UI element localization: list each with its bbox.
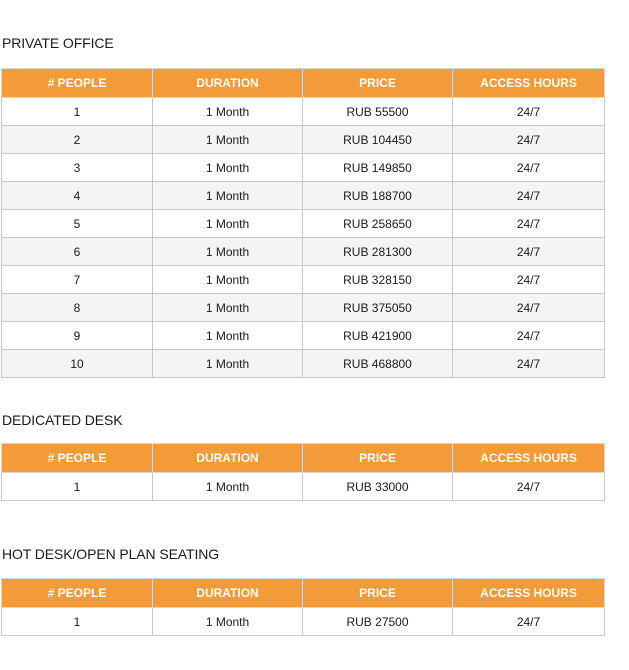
column-header-price: PRICE (303, 444, 453, 473)
cell-people: 3 (2, 154, 153, 182)
column-header-access-hours: ACCESS HOURS (453, 69, 605, 98)
cell-duration: 1 Month (153, 98, 303, 126)
cell-access-hours: 24/7 (453, 294, 605, 322)
cell-price: RUB 258650 (303, 210, 453, 238)
private-office-title: PRIVATE OFFICE (2, 35, 114, 51)
cell-price: RUB 468800 (303, 350, 453, 378)
column-header-people: # PEOPLE (2, 69, 153, 98)
cell-price: RUB 104450 (303, 126, 453, 154)
dedicated-desk-table (1, 443, 605, 501)
cell-people: 1 (2, 473, 153, 501)
table-row (2, 294, 605, 322)
cell-price: RUB 149850 (303, 154, 453, 182)
table-header-row (2, 69, 605, 98)
cell-people: 5 (2, 210, 153, 238)
cell-price: RUB 375050 (303, 294, 453, 322)
cell-access-hours: 24/7 (453, 266, 605, 294)
cell-price: RUB 281300 (303, 238, 453, 266)
cell-access-hours: 24/7 (453, 350, 605, 378)
cell-duration: 1 Month (153, 238, 303, 266)
column-header-price: PRICE (303, 579, 453, 608)
cell-duration: 1 Month (153, 210, 303, 238)
cell-people: 2 (2, 126, 153, 154)
cell-people: 8 (2, 294, 153, 322)
cell-price: RUB 55500 (303, 98, 453, 126)
table-row (2, 473, 605, 501)
table-row (2, 238, 605, 266)
table-row (2, 608, 605, 636)
table-row (2, 266, 605, 294)
hot-desk-table (1, 578, 605, 636)
cell-people: 1 (2, 98, 153, 126)
cell-price: RUB 33000 (303, 473, 453, 501)
cell-duration: 1 Month (153, 182, 303, 210)
cell-people: 7 (2, 266, 153, 294)
column-header-access-hours: ACCESS HOURS (453, 444, 605, 473)
cell-people: 4 (2, 182, 153, 210)
cell-access-hours: 24/7 (453, 210, 605, 238)
cell-people: 6 (2, 238, 153, 266)
table-row (2, 210, 605, 238)
cell-duration: 1 Month (153, 154, 303, 182)
cell-price: RUB 188700 (303, 182, 453, 210)
cell-people: 1 (2, 608, 153, 636)
table-header-row (2, 444, 605, 473)
cell-access-hours: 24/7 (453, 322, 605, 350)
cell-duration: 1 Month (153, 266, 303, 294)
table-row (2, 154, 605, 182)
table-row (2, 322, 605, 350)
column-header-duration: DURATION (153, 444, 303, 473)
cell-people: 10 (2, 350, 153, 378)
column-header-people: # PEOPLE (2, 579, 153, 608)
cell-access-hours: 24/7 (453, 608, 605, 636)
cell-duration: 1 Month (153, 126, 303, 154)
column-header-duration: DURATION (153, 579, 303, 608)
column-header-duration: DURATION (153, 69, 303, 98)
cell-price: RUB 328150 (303, 266, 453, 294)
cell-duration: 1 Month (153, 473, 303, 501)
column-header-price: PRICE (303, 69, 453, 98)
cell-access-hours: 24/7 (453, 238, 605, 266)
private-office-table (1, 68, 605, 378)
table-row (2, 98, 605, 126)
cell-access-hours: 24/7 (453, 98, 605, 126)
cell-duration: 1 Month (153, 350, 303, 378)
hot-desk-title: HOT DESK/OPEN PLAN SEATING (2, 546, 220, 562)
column-header-access-hours: ACCESS HOURS (453, 579, 605, 608)
cell-price: RUB 27500 (303, 608, 453, 636)
table-row (2, 182, 605, 210)
cell-access-hours: 24/7 (453, 126, 605, 154)
table-row (2, 350, 605, 378)
table-row (2, 126, 605, 154)
column-header-people: # PEOPLE (2, 444, 153, 473)
cell-duration: 1 Month (153, 322, 303, 350)
cell-duration: 1 Month (153, 608, 303, 636)
cell-access-hours: 24/7 (453, 182, 605, 210)
cell-people: 9 (2, 322, 153, 350)
table-header-row (2, 579, 605, 608)
cell-price: RUB 421900 (303, 322, 453, 350)
dedicated-desk-title: DEDICATED DESK (2, 412, 123, 428)
cell-access-hours: 24/7 (453, 154, 605, 182)
cell-duration: 1 Month (153, 294, 303, 322)
cell-access-hours: 24/7 (453, 473, 605, 501)
